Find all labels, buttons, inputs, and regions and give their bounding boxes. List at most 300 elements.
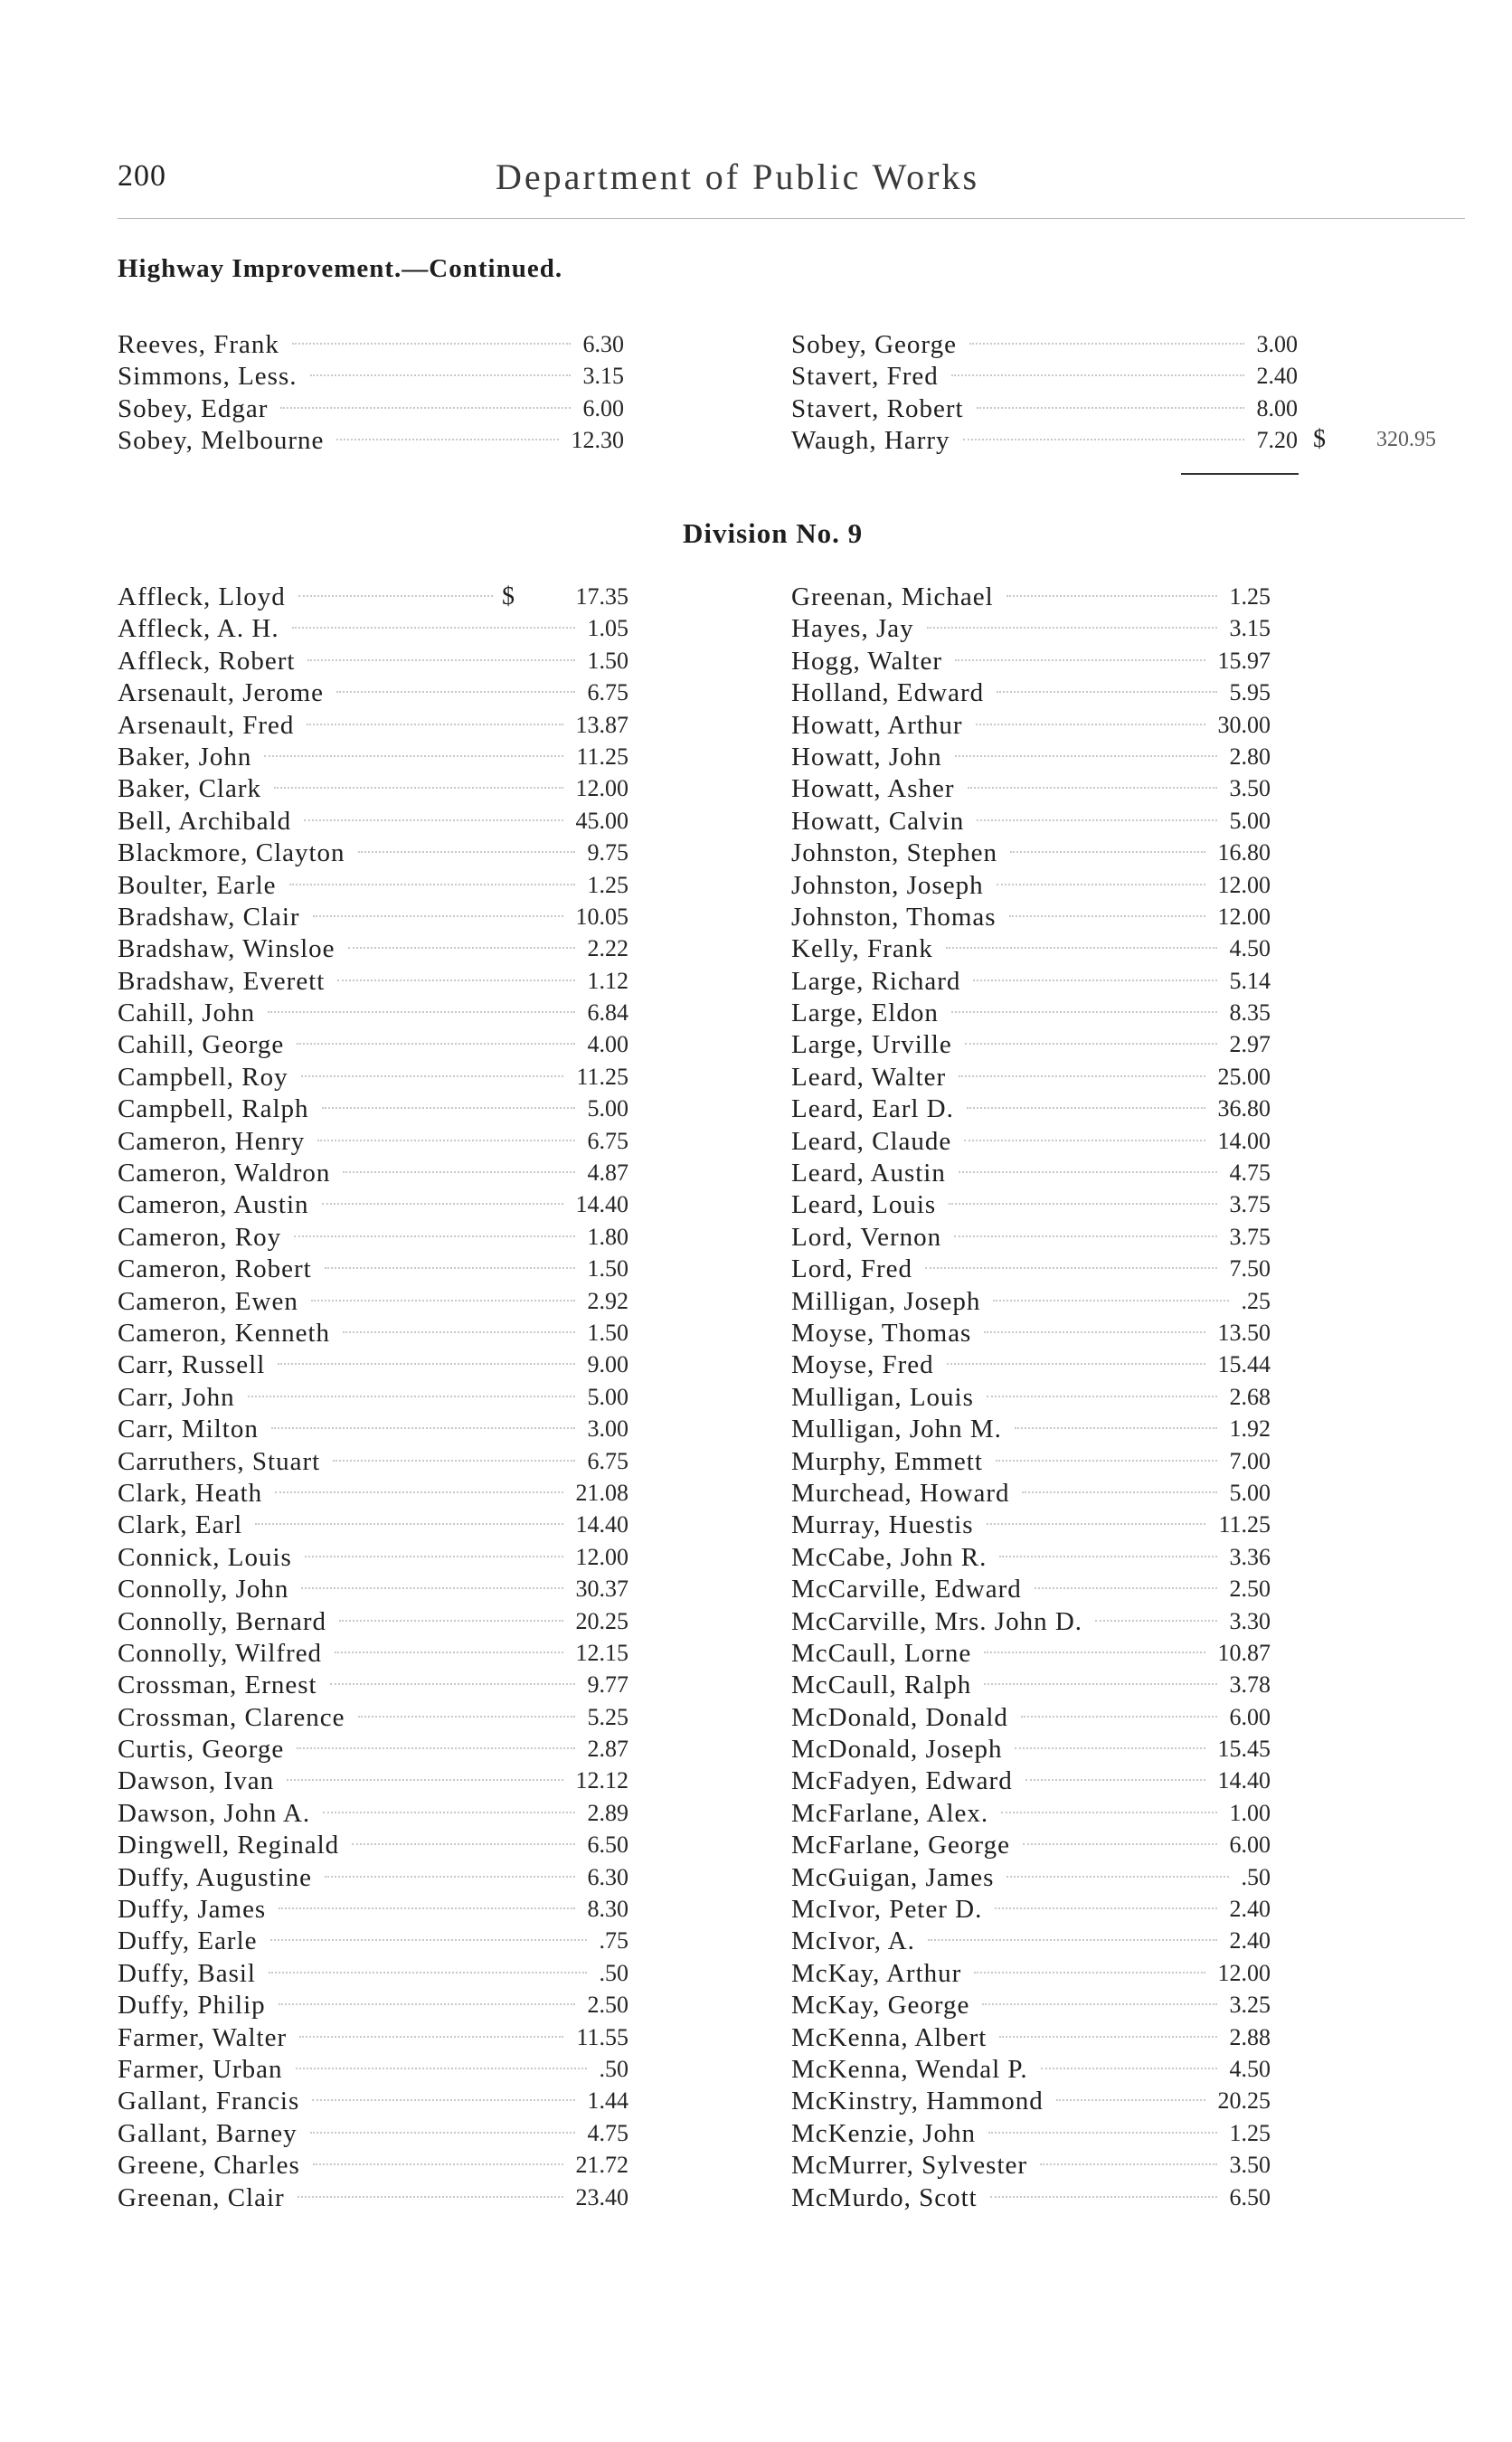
list-item: [118, 743, 628, 774]
entry-name: Cahill, George: [118, 1030, 285, 1060]
list-item: [118, 807, 628, 838]
list-item: [118, 1607, 628, 1639]
entry-name: Leard, Austin: [791, 1159, 946, 1188]
list-item: [118, 934, 628, 966]
list-item: [118, 330, 624, 362]
list-item: [118, 1063, 628, 1094]
entry-amount: 15.97: [1217, 647, 1271, 674]
entry-amount: 23.40: [575, 2183, 628, 2210]
entry-name: Bradshaw, Clair: [118, 902, 300, 932]
leader-dots: [278, 1363, 575, 1365]
entry-name: Arsenault, Fred: [118, 710, 295, 740]
entry-name: Bradshaw, Everett: [118, 966, 326, 996]
leader-dots: [271, 1427, 575, 1429]
entry-name: McMurdo, Scott: [791, 2182, 978, 2212]
entry-amount: 12.12: [575, 1767, 628, 1794]
entry-amount: 7.20: [1256, 427, 1298, 454]
list-item: [791, 999, 1271, 1030]
entry-name: Clark, Earl: [118, 1510, 243, 1540]
entry-name: Holland, Edward: [791, 678, 985, 708]
entry-name: Johnston, Joseph: [791, 870, 984, 900]
list-item: [118, 1991, 628, 2022]
list-item: [791, 838, 1271, 870]
entry-amount: 12.15: [575, 1639, 628, 1666]
leader-dots: [1040, 2163, 1217, 2165]
entry-amount: 2.97: [1229, 1031, 1271, 1058]
list-item: [791, 1223, 1271, 1254]
entry-name: Lord, Vernon: [791, 1222, 942, 1252]
leader-dots: [977, 819, 1217, 821]
leader-dots: [279, 1907, 575, 1909]
entry-name: McFarlane, George: [791, 1831, 1010, 1860]
entry-amount: 12.00: [1217, 871, 1271, 898]
entry-name: Large, Urville: [791, 1030, 952, 1060]
list-item: [118, 1639, 628, 1671]
entry-amount: 3.36: [1229, 1543, 1271, 1570]
entry-name: McCaull, Lorne: [791, 1638, 972, 1668]
entry-amount: 6.00: [582, 394, 624, 421]
entry-amount: 3.75: [1229, 1191, 1271, 1218]
entry-amount: 30.37: [575, 1576, 628, 1603]
list-item: [791, 1190, 1271, 1222]
entry-amount: 2.22: [587, 935, 628, 962]
list-item: [791, 1895, 1271, 1926]
list-item: [791, 2087, 1271, 2118]
leader-dots: [358, 1716, 575, 1718]
leader-dots: [298, 595, 493, 597]
entry-amount: 2.88: [1229, 2023, 1271, 2050]
entry-name: Hogg, Walter: [791, 646, 942, 676]
leader-dots: [974, 1972, 1205, 1973]
list-item: [791, 1350, 1271, 1382]
entry-amount: 3.50: [1229, 775, 1271, 802]
leader-dots: [343, 1171, 575, 1173]
list-item: [118, 1510, 628, 1542]
list-item: [791, 678, 1271, 710]
leader-dots: [955, 659, 1205, 661]
entry-name: McFarlane, Alex.: [791, 1798, 989, 1828]
page-number: 200: [118, 159, 166, 193]
entry-name: McKinstry, Hammond: [791, 2087, 1044, 2116]
entry-amount: 12.00: [575, 1543, 628, 1570]
leader-dots: [313, 2163, 563, 2165]
entry-amount: 1.25: [1229, 2119, 1271, 2146]
entry-amount: 21.08: [575, 1479, 628, 1506]
entry-amount: 2.40: [1256, 363, 1298, 390]
entry-name: Waugh, Harry: [791, 426, 950, 456]
entry-amount: 12.00: [1217, 1959, 1271, 1986]
list-item: [118, 394, 624, 426]
leader-dots: [987, 1396, 1217, 1397]
leader-dots: [298, 2196, 563, 2198]
list-item: [118, 1479, 628, 1510]
leader-dots: [925, 1267, 1217, 1269]
entry-amount: 6.30: [587, 1863, 628, 1890]
list-item: [118, 774, 628, 806]
leader-dots: [996, 1460, 1217, 1462]
list-item: [118, 582, 628, 614]
list-item: [118, 903, 628, 934]
entry-amount: .50: [1241, 1863, 1271, 1890]
leader-dots: [307, 659, 575, 661]
entry-amount: 1.00: [1229, 1799, 1271, 1826]
entry-amount: 8.30: [587, 1896, 628, 1923]
leader-dots: [1021, 1716, 1217, 1718]
leader-dots: [292, 343, 571, 345]
entry-amount: 14.00: [1217, 1127, 1271, 1154]
leader-dots: [358, 851, 575, 853]
leader-dots: [1015, 1747, 1205, 1749]
entry-amount: 6.30: [582, 331, 624, 357]
entry-amount: 11.55: [576, 2023, 628, 2050]
entry-name: McKenna, Albert: [791, 2022, 988, 2052]
entry-name: McKenna, Wendal P.: [791, 2054, 1028, 2084]
list-item: [118, 1575, 628, 1606]
leader-dots: [1022, 1491, 1217, 1493]
leader-dots: [1095, 1620, 1217, 1622]
list-item: [791, 1926, 1271, 1958]
list-item: [791, 871, 1271, 903]
leader-dots: [1023, 1843, 1217, 1845]
entry-name: Lord, Fred: [791, 1254, 913, 1284]
leader-dots: [339, 1620, 563, 1622]
leader-dots: [984, 1683, 1217, 1685]
running-title: Department of Public Works: [496, 156, 980, 197]
entry-name: Duffy, James: [118, 1895, 267, 1925]
entry-amount: 12.00: [1217, 903, 1271, 930]
list-item: [791, 743, 1271, 774]
entry-amount: 1.44: [587, 2087, 628, 2115]
leader-dots: [313, 915, 563, 917]
entry-name: Connolly, Wilfred: [118, 1638, 323, 1668]
division-right-column: [791, 582, 1271, 2215]
entry-amount: 6.75: [587, 1447, 628, 1474]
total-dollar-sign: $: [1313, 425, 1326, 453]
entry-amount: 6.75: [587, 679, 628, 706]
top-right-column: [791, 330, 1298, 459]
entry-name: Johnston, Stephen: [791, 838, 998, 868]
leader-dots: [289, 884, 575, 885]
entry-amount: 6.00: [1229, 1832, 1271, 1859]
entry-name: Leard, Louis: [791, 1190, 937, 1220]
entry-name: Carr, John: [118, 1382, 235, 1412]
entry-amount: 3.78: [1229, 1671, 1271, 1699]
list-item: [118, 647, 628, 678]
entry-amount: 30.00: [1217, 711, 1271, 738]
entry-amount: 1.50: [587, 647, 628, 674]
entry-amount: 6.50: [587, 1832, 628, 1859]
leader-dots: [997, 884, 1205, 885]
leader-dots: [947, 1363, 1205, 1365]
entry-name: Sobey, Melbourne: [118, 426, 325, 456]
leader-dots: [333, 1460, 575, 1462]
entry-amount: 9.00: [587, 1351, 628, 1378]
entry-amount: 3.00: [587, 1415, 628, 1443]
entry-amount: 9.75: [587, 839, 628, 866]
entry-amount: 1.05: [587, 615, 628, 642]
entry-amount: 36.80: [1217, 1095, 1271, 1122]
entry-amount: 45.00: [575, 807, 628, 834]
leader-dots: [999, 1556, 1217, 1557]
list-item: [791, 426, 1298, 458]
list-item: [118, 1030, 628, 1062]
entry-amount: 2.92: [587, 1287, 628, 1314]
list-item: [791, 2055, 1271, 2087]
entry-amount: 6.00: [1229, 1703, 1271, 1730]
entry-amount: 5.25: [587, 1703, 628, 1730]
entry-name: Bell, Archibald: [118, 806, 292, 836]
leader-dots: [988, 2132, 1217, 2134]
entry-name: Duffy, Basil: [118, 1958, 256, 1988]
entry-name: Kelly, Frank: [791, 934, 933, 964]
list-item: [118, 999, 628, 1030]
entry-name: Howatt, John: [791, 742, 942, 771]
entry-name: Mulligan, Louis: [791, 1382, 974, 1412]
leader-dots: [1010, 851, 1205, 853]
entry-amount: 13.87: [575, 711, 628, 738]
leader-dots: [993, 1300, 1229, 1301]
list-item: [118, 1831, 628, 1862]
list-item: [118, 1415, 628, 1446]
entry-name: Affleck, Robert: [118, 646, 296, 676]
list-item: [118, 1350, 628, 1382]
list-item: [791, 1543, 1271, 1575]
leader-dots: [982, 2003, 1217, 2005]
list-item: [118, 1159, 628, 1190]
leader-dots: [1035, 1587, 1217, 1589]
entry-name: Cameron, Henry: [118, 1126, 306, 1156]
leader-dots: [287, 1779, 563, 1781]
entry-name: Murchead, Howard: [791, 1478, 1010, 1508]
entry-amount: 21.72: [575, 2152, 628, 2179]
entry-name: McIvor, A.: [791, 1926, 915, 1956]
entry-name: Leard, Walter: [791, 1062, 947, 1092]
entry-name: Mulligan, John M.: [791, 1415, 1002, 1444]
entry-name: Johnston, Thomas: [791, 902, 997, 932]
entry-name: Cameron, Waldron: [118, 1159, 331, 1188]
division-title: Division No. 9: [683, 517, 864, 549]
leader-dots: [301, 1075, 563, 1077]
leader-dots: [323, 1812, 575, 1813]
leader-dots: [279, 2003, 575, 2005]
list-item: [118, 614, 628, 646]
list-item: [791, 1479, 1271, 1510]
leader-dots: [299, 2036, 563, 2038]
leader-dots: [1015, 1427, 1217, 1429]
entry-amount: .50: [599, 1959, 628, 1986]
leader-dots: [973, 980, 1217, 981]
list-item: [118, 1254, 628, 1286]
leader-dots: [969, 343, 1244, 345]
list-item: [118, 967, 628, 999]
entry-name: Arsenault, Jerome: [118, 678, 324, 708]
list-item: [791, 1510, 1271, 1542]
leader-dots: [946, 947, 1217, 949]
list-item: [791, 1639, 1271, 1671]
list-item: [118, 1447, 628, 1479]
list-item: [791, 614, 1271, 646]
list-item: [791, 1575, 1271, 1606]
list-item: [791, 2151, 1271, 2182]
entry-name: Cameron, Kenneth: [118, 1318, 331, 1348]
entry-name: McCabe, John R.: [791, 1542, 988, 1572]
entry-name: McKay, Arthur: [791, 1958, 962, 1988]
leader-dots: [927, 627, 1217, 629]
entry-name: Stavert, Robert: [791, 393, 964, 423]
leader-dots: [1006, 595, 1217, 597]
entry-amount: 3.75: [1229, 1223, 1271, 1250]
entry-amount: 20.25: [575, 1607, 628, 1634]
list-item: [791, 1799, 1271, 1831]
leader-dots: [268, 1011, 575, 1013]
list-item: [118, 678, 628, 710]
entry-name: Connick, Louis: [118, 1542, 292, 1572]
entry-name: Campbell, Ralph: [118, 1094, 309, 1124]
leader-dots: [999, 2036, 1217, 2038]
list-item: [791, 1671, 1271, 1702]
entry-name: Howatt, Asher: [791, 774, 955, 804]
entry-amount: 1.25: [587, 871, 628, 898]
list-item: [791, 774, 1271, 806]
leader-dots: [968, 787, 1217, 789]
list-item: [791, 1094, 1271, 1126]
entry-name: Gallant, Francis: [118, 2087, 300, 2116]
list-item: [791, 1831, 1271, 1862]
leader-dots: [264, 755, 563, 757]
entry-name: Sobey, George: [791, 330, 957, 359]
list-item: [118, 711, 628, 743]
entry-amount: 4.75: [1229, 1159, 1271, 1187]
list-item: [791, 1607, 1271, 1639]
entry-amount: 7.50: [1229, 1255, 1271, 1283]
entry-amount: 25.00: [1217, 1063, 1271, 1090]
entry-name: Howatt, Arthur: [791, 710, 963, 740]
entry-amount: 8.00: [1256, 394, 1298, 421]
entry-amount: 12.30: [571, 427, 624, 454]
entry-name: McKenzie, John: [791, 2118, 977, 2148]
entry-name: Milligan, Joseph: [791, 1286, 981, 1316]
header-rule: [118, 218, 1465, 219]
list-item: [118, 1735, 628, 1766]
leader-dots: [335, 1652, 563, 1653]
entry-name: Connolly, John: [118, 1575, 289, 1604]
leader-dots: [1006, 1876, 1229, 1878]
entry-amount: 1.80: [587, 1223, 628, 1250]
leader-dots: [270, 1939, 587, 1941]
entry-name: Connolly, Bernard: [118, 1606, 326, 1636]
entry-name: Cameron, Austin: [118, 1190, 309, 1220]
leader-dots: [959, 1171, 1217, 1173]
entry-name: Large, Eldon: [791, 999, 939, 1028]
leader-dots: [280, 407, 571, 409]
entry-amount: 6.75: [587, 1127, 628, 1154]
entry-amount: 1.50: [587, 1319, 628, 1346]
list-item: [791, 1319, 1271, 1350]
list-item: [791, 1991, 1271, 2022]
entry-name: Bradshaw, Winsloe: [118, 934, 335, 964]
list-item: [118, 1543, 628, 1575]
list-item: [791, 1766, 1271, 1798]
entry-amount: 1.50: [587, 1255, 628, 1283]
entry-amount: 17.35: [575, 583, 628, 610]
entry-name: Farmer, Urban: [118, 2054, 283, 2084]
list-item: [791, 807, 1271, 838]
leader-dots: [325, 1267, 575, 1269]
leader-dots: [322, 1203, 563, 1205]
entry-name: Duffy, Philip: [118, 1991, 266, 2021]
entry-name: Hayes, Jay: [791, 614, 914, 644]
leader-dots: [330, 1683, 575, 1685]
entry-name: Murphy, Emmett: [791, 1446, 983, 1476]
entry-amount: .50: [599, 2055, 628, 2082]
list-item: [791, 1415, 1271, 1446]
leader-dots: [248, 1396, 575, 1397]
entry-amount: 11.25: [1218, 1511, 1271, 1538]
leader-dots: [965, 1043, 1217, 1045]
sum-rule: [1181, 473, 1299, 475]
entry-amount: 20.25: [1217, 2087, 1271, 2115]
leader-dots: [1001, 1812, 1217, 1813]
entry-name: Affleck, A. H.: [118, 614, 279, 644]
entry-name: Sobey, Edgar: [118, 393, 269, 423]
entry-name: McGuigan, James: [791, 1862, 995, 1892]
list-item: [118, 1287, 628, 1319]
list-item: [118, 1671, 628, 1702]
list-item: [791, 1127, 1271, 1159]
entry-amount: 5.00: [587, 1383, 628, 1410]
section-total: 320.95: [1376, 428, 1436, 451]
list-item: [791, 1287, 1271, 1319]
list-item: [118, 2087, 628, 2118]
list-item: [791, 2183, 1271, 2215]
entry-name: Carruthers, Stuart: [118, 1446, 321, 1476]
list-item: [791, 1959, 1271, 1991]
entry-name: Leard, Earl D.: [791, 1094, 954, 1124]
leader-dots: [269, 1972, 587, 1973]
entry-name: Dingwell, Reginald: [118, 1831, 340, 1860]
entry-amount: 3.50: [1229, 2152, 1271, 2179]
leader-dots: [310, 374, 571, 376]
list-item: [118, 1863, 628, 1895]
entry-name: McCaull, Ralph: [791, 1671, 972, 1700]
entry-amount: 12.00: [575, 775, 628, 802]
entry-name: Dawson, Ivan: [118, 1766, 275, 1796]
leader-dots: [976, 724, 1205, 725]
entry-amount: 4.50: [1229, 2055, 1271, 2082]
entry-amount: 2.40: [1229, 1927, 1271, 1955]
list-item: [118, 1895, 628, 1926]
entry-name: Greenan, Clair: [118, 2182, 285, 2212]
entry-amount: 5.00: [587, 1095, 628, 1122]
entry-name: Clark, Heath: [118, 1478, 263, 1508]
leader-dots: [987, 1523, 1205, 1525]
entry-amount: 4.50: [1229, 935, 1271, 962]
entry-name: Farmer, Walter: [118, 2022, 288, 2052]
entry-amount: 3.00: [1256, 331, 1298, 357]
leader-dots: [964, 1140, 1205, 1141]
list-item: [791, 711, 1271, 743]
entry-amount: 14.40: [575, 1511, 628, 1538]
leader-dots: [274, 787, 563, 789]
list-item: [118, 2023, 628, 2055]
entry-amount: 10.87: [1217, 1639, 1271, 1666]
list-item: [791, 2023, 1271, 2055]
leader-dots: [951, 374, 1244, 376]
list-item: [791, 2119, 1271, 2151]
list-item: [791, 1863, 1271, 1895]
entry-name: Greene, Charles: [118, 2151, 300, 2181]
entry-name: Moyse, Fred: [791, 1350, 934, 1380]
